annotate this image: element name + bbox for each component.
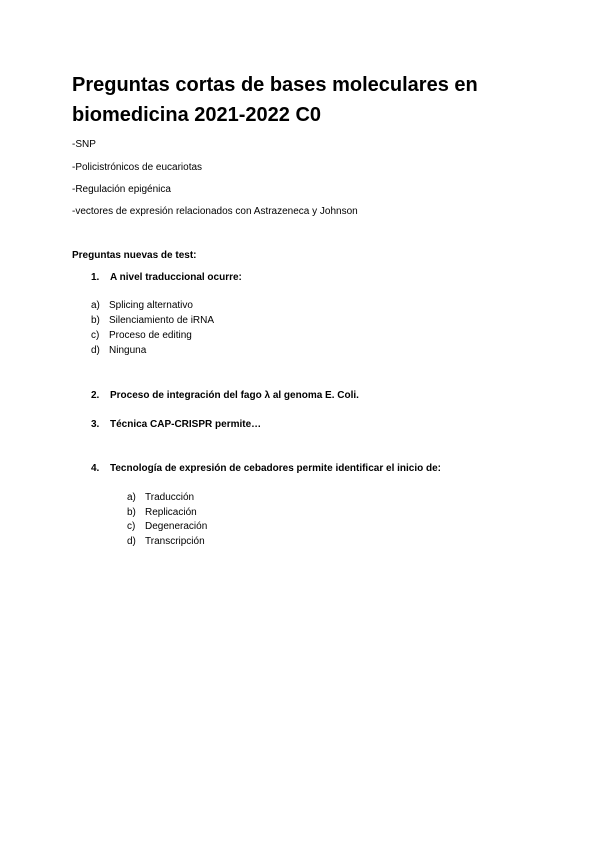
short-question-regulacion: -Regulación epigénica <box>72 184 171 195</box>
option-item <box>91 299 193 313</box>
question-number: 2. <box>91 390 100 401</box>
option-item <box>127 506 197 520</box>
option-letter: d) <box>127 536 136 547</box>
option-text: Silenciamiento de iRNA <box>109 315 215 326</box>
question-text: Técnica CAP-CRISPR permite… <box>110 419 262 430</box>
option-text: Proceso de editing <box>109 330 192 341</box>
short-question-policistronicos: -Policistrónicos de eucariotas <box>72 162 203 173</box>
option-text: Degeneración <box>145 521 208 532</box>
option-letter: c) <box>127 521 136 532</box>
page-title: Preguntas cortas de bases moleculares en biomedicina 2021-2022 C0 <box>72 74 478 126</box>
question-text: A nivel traduccional ocurre: <box>110 272 242 283</box>
option-text: Splicing alternativo <box>109 300 193 311</box>
option-item <box>91 344 146 358</box>
question-text: Proceso de integración del fago λ al genoma E. Coli. <box>110 390 359 401</box>
short-question-vectores: -vectores de expresión relacionados con Astrazeneca y Johnson <box>72 206 358 217</box>
option-text: Transcripción <box>145 536 205 547</box>
option-text: Replicación <box>145 507 197 518</box>
option-item <box>127 520 207 534</box>
option-letter: c) <box>91 330 100 341</box>
option-item <box>127 491 194 505</box>
question-4 <box>91 462 441 476</box>
question-2 <box>91 389 359 403</box>
option-item <box>91 314 214 328</box>
question-1 <box>91 271 242 285</box>
question-3 <box>91 418 261 432</box>
option-letter: a) <box>91 300 100 311</box>
question-number: 4. <box>91 463 100 474</box>
short-question-snp: -SNP <box>72 139 96 150</box>
question-text: Tecnología de expresión de cebadores permite identificar el inicio de: <box>110 463 442 474</box>
question-number: 3. <box>91 419 100 430</box>
option-letter: a) <box>127 492 136 503</box>
option-item <box>91 329 192 343</box>
option-text: Ninguna <box>109 345 147 356</box>
question-number: 1. <box>91 272 100 283</box>
option-letter: b) <box>91 315 100 326</box>
option-text: Traducción <box>145 492 195 503</box>
test-section-heading: Preguntas nuevas de test: <box>72 250 197 261</box>
option-letter: b) <box>127 507 136 518</box>
option-item <box>127 535 205 549</box>
option-letter: d) <box>91 345 100 356</box>
